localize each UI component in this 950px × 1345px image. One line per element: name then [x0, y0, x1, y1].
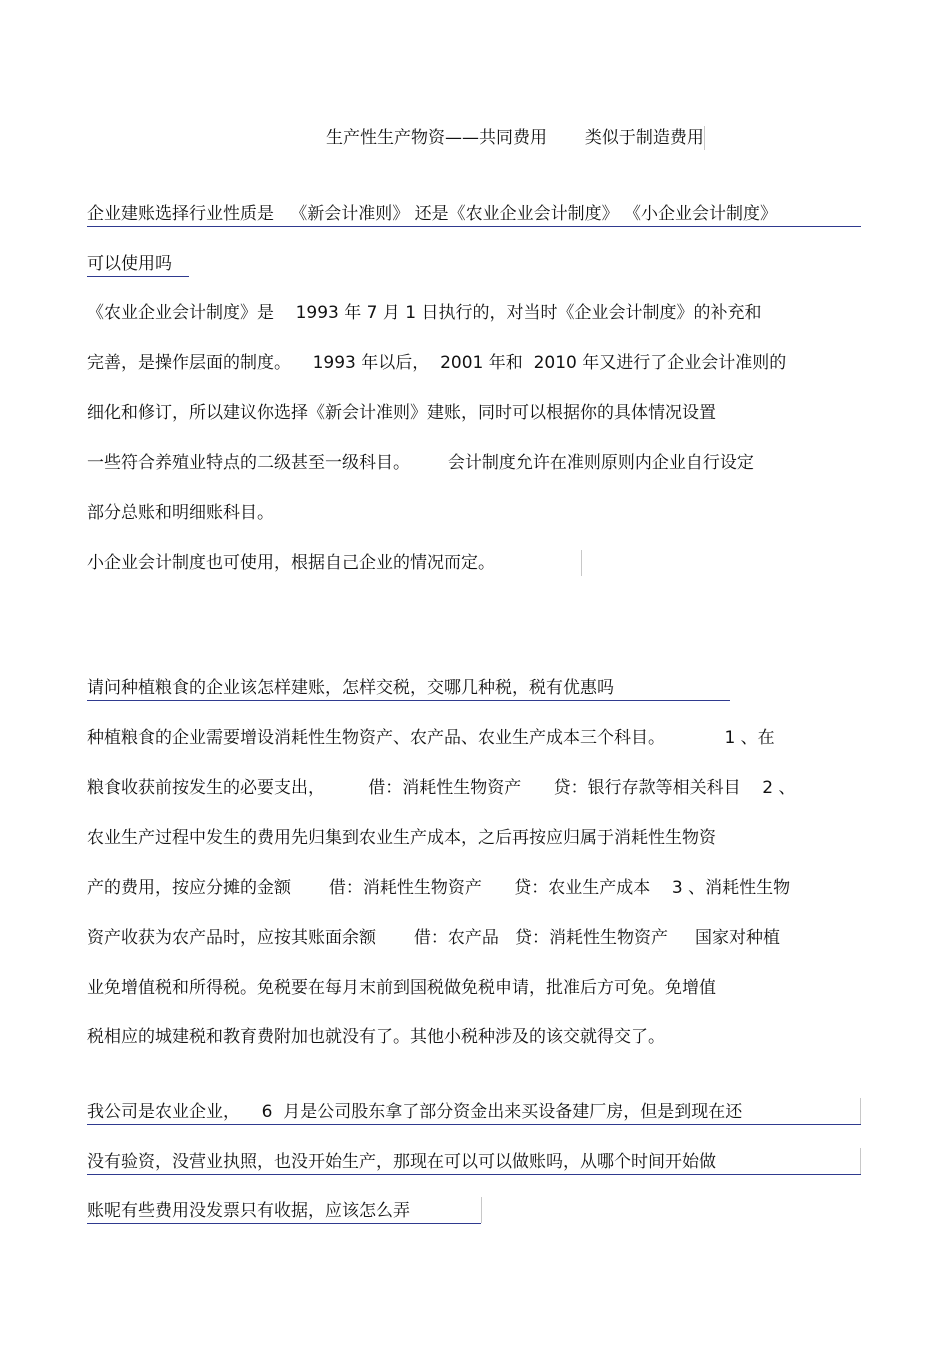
answer-1-line-2: 完善，是操作层面的制度。 1993 年以后， 2001 年和 2010 年又进行了企业会计准则的	[87, 353, 787, 373]
question-3-line-1: 我公司是农业企业， 6 月是公司股东拿了部分资金出来买设备建厂房，但是到现在还	[87, 1100, 861, 1125]
answer-2-line-1: 种植粮食的企业需要增设消耗性生物资产、农产品、农业生产成本三个科目。 1 、在	[87, 728, 775, 748]
question-3-line-2: 没有验资，没营业执照，也没开始生产，那现在可以可以做账吗，从哪个时间开始做	[87, 1150, 861, 1175]
box-edge	[860, 1098, 861, 1124]
answer-2-line-5: 资产收获为农产品时，应按其账面余额 借：农产品 贷：消耗性生物资产 国家对种植	[87, 928, 781, 948]
question-2-line-1: 请问种植粮食的企业该怎样建账，怎样交税，交哪几种税，税有优惠吗	[87, 676, 730, 701]
answer-1-line-3: 细化和修订，所以建议你选择《新会计准则》建账，同时可以根据你的具体情况设置	[87, 403, 716, 423]
answer-1-line-4: 一些符合养殖业特点的二级甚至一级科目。 会计制度允许在准则原则内企业自行设定	[87, 453, 754, 473]
question-1-line-2: 可以使用吗	[87, 252, 189, 277]
answer-1-line-5: 部分总账和明细账科目。	[87, 503, 274, 523]
box-edge	[581, 550, 582, 576]
answer-2-line-2: 粮食收获前按发生的必要支出， 借：消耗性生物资产 贷：银行存款等相关科目 2 、	[87, 778, 796, 798]
answer-1-line-6: 小企业会计制度也可使用，根据自己企业的情况而定。	[87, 553, 495, 573]
answer-2-line-6: 业免增值税和所得税。免税要在每月末前到国税做免税申请，批准后方可免。免增值	[87, 978, 716, 998]
answer-2-line-4: 产的费用，按应分摊的金额 借：消耗性生物资产 贷：农业生产成本 3 、消耗性生物	[87, 878, 791, 898]
page-title: 生产性生产物资——共同费用 类似于制造费用	[326, 128, 704, 148]
question-1-line-1: 企业建账选择行业性质是 《新会计准则》 还是《农业企业会计制度》 《小企业会计制度》	[87, 202, 861, 227]
box-edge	[860, 1148, 861, 1174]
answer-2-line-7: 税相应的城建税和教育费附加也就没有了。其他小税种涉及的该交就得交了。	[87, 1027, 665, 1047]
question-3-line-3: 账呢有些费用没发票只有收据，应该怎么弄	[87, 1199, 481, 1224]
answer-1-line-1: 《农业企业会计制度》是 1993 年 7 月 1 日执行的，对当时《企业会计制度》的补充和	[87, 303, 762, 323]
box-edge	[481, 1197, 482, 1223]
answer-2-line-3: 农业生产过程中发生的费用先归集到农业生产成本，之后再按应归属于消耗性生物资	[87, 828, 716, 848]
